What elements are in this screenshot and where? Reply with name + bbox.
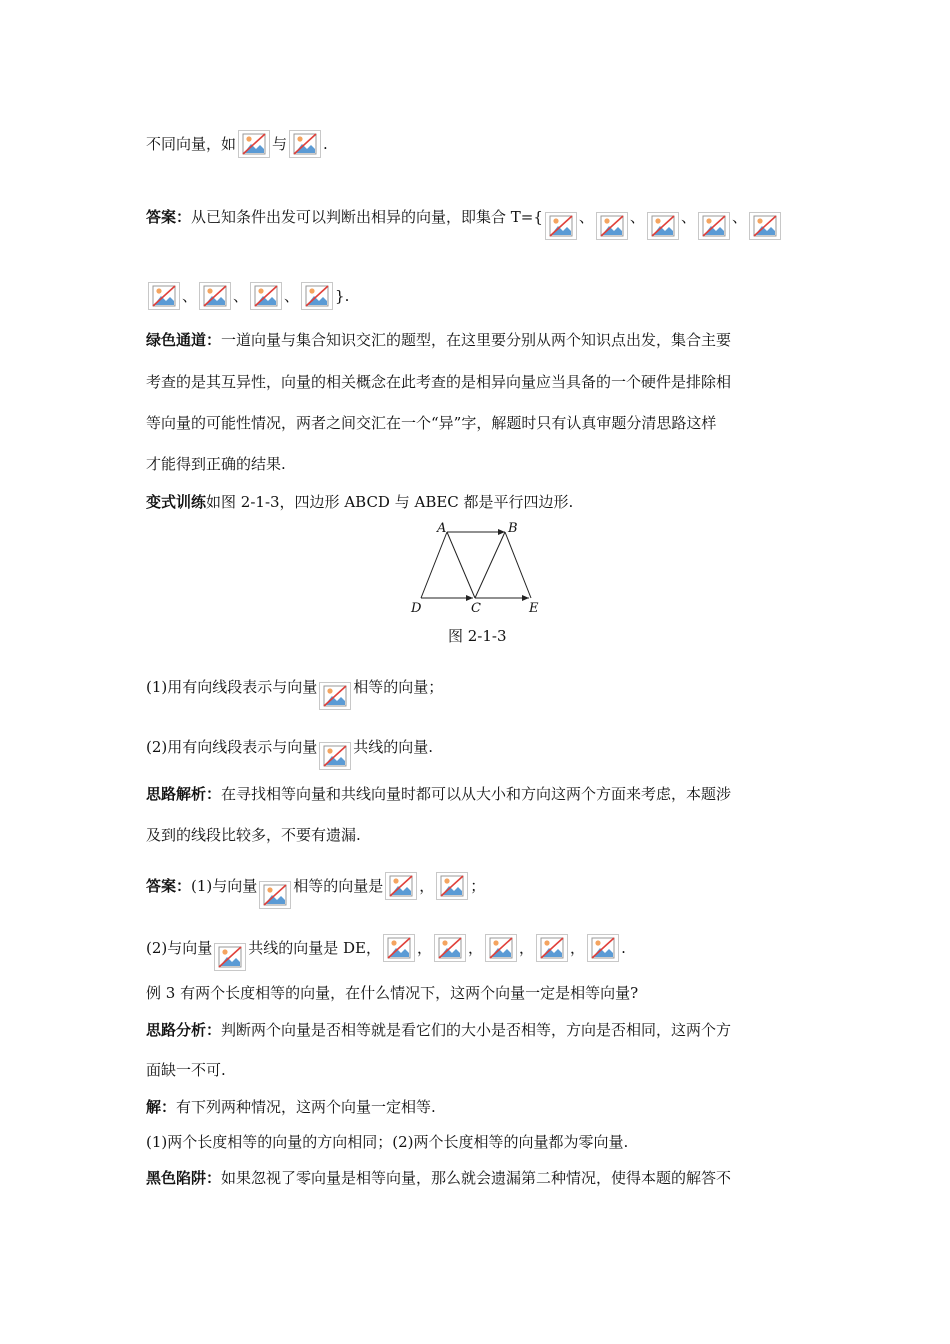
text-line: 面缺一不可. xyxy=(146,1061,226,1079)
label-c: C xyxy=(471,601,481,616)
label-b: B xyxy=(508,521,518,536)
broken-image-icon xyxy=(749,212,781,240)
variant-label: 变式训练 xyxy=(146,493,207,511)
text: 从已知条件出发可以判断出相异的向量，即集合 T={ xyxy=(191,208,543,226)
separator: ， xyxy=(468,939,484,957)
broken-image-icon xyxy=(289,130,321,158)
broken-image-icon xyxy=(485,934,517,962)
separator: 、 xyxy=(629,208,645,226)
text: 如图 2-1-3，四边形 ABCD 与 ABEC 都是平行四边形. xyxy=(206,493,574,511)
separator: 、 xyxy=(182,287,198,305)
figure-caption: 图 2-1-3 xyxy=(448,627,507,645)
text-line: 等向量的可能性情况，两者之间交汇在一个“异”字，解题时只有认真审题分清思路这样 xyxy=(146,414,717,432)
broken-image-icon xyxy=(214,943,246,971)
broken-image-icon xyxy=(259,881,291,909)
text-line xyxy=(146,784,731,804)
label-a: A xyxy=(437,521,447,536)
text: 如果忽视了零向量是相等向量，那么就会遗漏第二种情况，使得本题的解答不 xyxy=(221,1169,732,1187)
text-line xyxy=(146,925,626,971)
answer-label: 答案： xyxy=(146,208,192,226)
broken-image-icon xyxy=(385,872,417,900)
text: 不同向量，如 xyxy=(146,135,237,153)
text: 相等的向量是 xyxy=(293,877,384,895)
broken-image-icon xyxy=(436,872,468,900)
separator: 、 xyxy=(680,208,696,226)
trap-label: 黑色陷阱： xyxy=(146,1169,222,1187)
answer-line xyxy=(146,863,485,909)
text-line xyxy=(146,330,731,350)
text-line xyxy=(146,282,349,310)
segment-ad xyxy=(421,532,447,598)
text: 一道向量与集合知识交汇的题型，在这里要分别从两个知识点出发，集合主要 xyxy=(221,331,732,349)
answer-label: 答案： xyxy=(146,877,192,895)
separator: 、 xyxy=(731,208,747,226)
broken-image-icon xyxy=(587,934,619,962)
separator: 、 xyxy=(578,208,594,226)
text-line xyxy=(146,664,443,710)
text-line xyxy=(146,1020,731,1040)
label-d: D xyxy=(411,601,422,616)
text: . xyxy=(621,939,626,957)
text-line: 才能得到正确的结果. xyxy=(146,455,286,473)
text: (2)与向量 xyxy=(146,939,213,957)
broken-image-icon xyxy=(319,742,351,770)
segment-be xyxy=(505,532,531,598)
separator: ， xyxy=(417,939,433,957)
separator: ， xyxy=(519,939,535,957)
text: 判断两个向量是否相等就是看它们的大小是否相等，方向是否相同，这两个方 xyxy=(221,1021,732,1039)
broken-image-icon xyxy=(238,130,270,158)
text-line xyxy=(146,724,433,770)
text: 与 xyxy=(272,135,288,153)
text-line: 及到的线段比较多，不要有遗漏. xyxy=(146,826,361,844)
broken-image-icon xyxy=(596,212,628,240)
text: . xyxy=(323,135,328,153)
text: 共线的向量. xyxy=(353,738,434,756)
segment-ac xyxy=(447,532,475,598)
text-line xyxy=(146,1168,731,1188)
example-title: 例 3 有两个长度相等的向量，在什么情况下，这两个向量一定是相等向量? xyxy=(146,984,639,1002)
separator: 、 xyxy=(284,287,300,305)
broken-image-icon xyxy=(545,212,577,240)
analysis-label: 思路解析： xyxy=(146,785,222,803)
broken-image-icon xyxy=(301,282,333,310)
broken-image-icon xyxy=(199,282,231,310)
parallelogram-figure xyxy=(405,520,555,620)
text: }. xyxy=(335,287,350,305)
analysis-label: 思路分析： xyxy=(146,1021,222,1039)
label-e: E xyxy=(529,601,539,616)
solution-label: 解： xyxy=(146,1098,177,1116)
broken-image-icon xyxy=(647,212,679,240)
text: (1)与向量 xyxy=(191,877,258,895)
text: 在寻找相等向量和共线向量时都可以从大小和方向这两个方面来考虑，本题涉 xyxy=(221,785,732,803)
text-line xyxy=(146,492,573,512)
text-line xyxy=(146,1097,436,1117)
separator: ， xyxy=(419,877,435,895)
broken-image-icon xyxy=(250,282,282,310)
text-line: 考查的是其互异性，向量的相关概念在此考查的是相异向量应当具备的一个硬件是排除相 xyxy=(146,373,732,391)
text: 共线的向量是 DE， xyxy=(248,939,381,957)
text: 相等的向量； xyxy=(353,678,444,696)
text-line: (1)两个长度相等的向量的方向相同；(2)两个长度相等的向量都为零向量. xyxy=(146,1133,629,1151)
answer-line xyxy=(146,194,783,240)
broken-image-icon xyxy=(698,212,730,240)
text: (2)用有向线段表示与向量 xyxy=(146,738,318,756)
green-channel-label: 绿色通道： xyxy=(146,331,222,349)
broken-image-icon xyxy=(148,282,180,310)
broken-image-icon xyxy=(383,934,415,962)
text-line xyxy=(146,130,328,158)
broken-image-icon xyxy=(434,934,466,962)
broken-image-icon xyxy=(536,934,568,962)
text: (1)用有向线段表示与向量 xyxy=(146,678,318,696)
text: 有下列两种情况，这两个向量一定相等. xyxy=(176,1098,436,1116)
text: ； xyxy=(470,877,486,895)
broken-image-icon xyxy=(319,682,351,710)
separator: 、 xyxy=(233,287,249,305)
separator: ， xyxy=(570,939,586,957)
segment-bc xyxy=(475,532,505,598)
